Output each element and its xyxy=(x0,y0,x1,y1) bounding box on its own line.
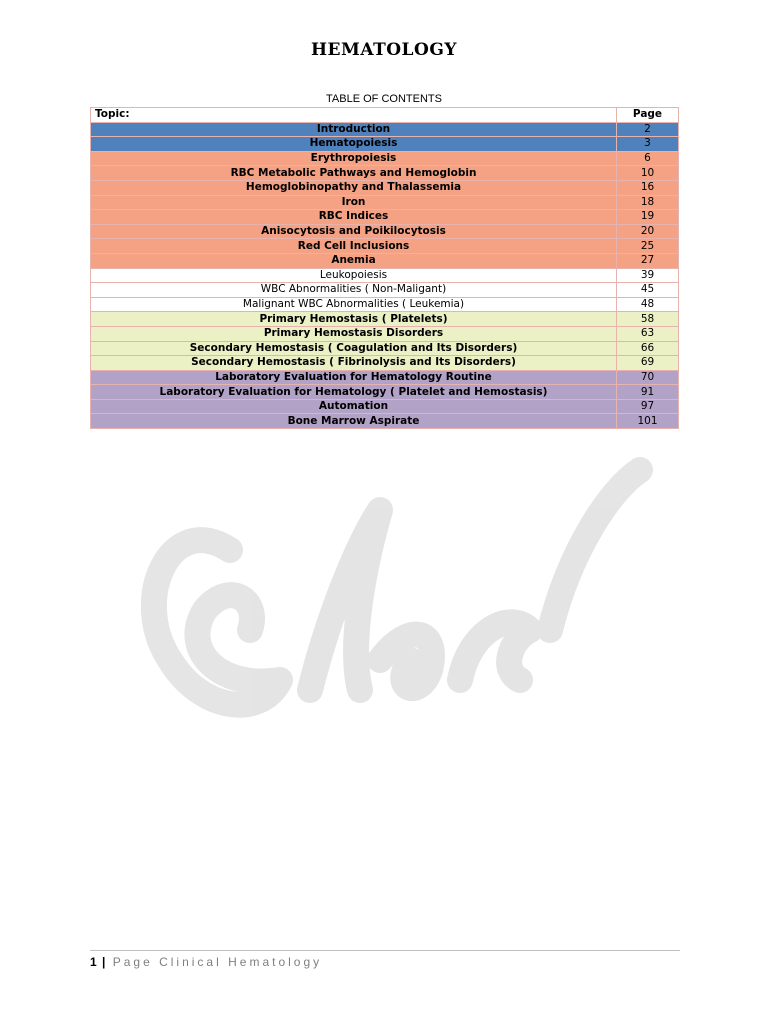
toc-topic[interactable]: Secondary Hemostasis ( Coagulation and Its Disorders) xyxy=(91,341,617,356)
toc-page-number: 18 xyxy=(617,195,679,210)
toc-page-number: 6 xyxy=(617,151,679,166)
page-footer xyxy=(90,955,322,969)
toc-row[interactable] xyxy=(91,312,679,327)
footer-page-number: 1 xyxy=(90,955,97,969)
toc-page-number: 101 xyxy=(617,414,679,429)
toc-page-number: 91 xyxy=(617,385,679,400)
footer-label: Page Clinical Hematology xyxy=(112,955,323,969)
topic-column-header: Topic: xyxy=(91,108,617,123)
toc-header-row xyxy=(91,108,679,123)
toc-row[interactable] xyxy=(91,399,679,414)
toc-topic[interactable]: Malignant WBC Abnormalities ( Leukemia) xyxy=(91,297,617,312)
toc-topic[interactable]: Primary Hemostasis Disorders xyxy=(91,326,617,341)
toc-page-number: 2 xyxy=(617,122,679,137)
toc-topic[interactable]: Red Cell Inclusions xyxy=(91,239,617,254)
toc-row[interactable] xyxy=(91,210,679,225)
toc-page-number: 45 xyxy=(617,283,679,298)
toc-topic[interactable]: Introduction xyxy=(91,122,617,137)
toc-row[interactable] xyxy=(91,356,679,371)
toc-page-number: 27 xyxy=(617,253,679,268)
toc-page-number: 69 xyxy=(617,356,679,371)
toc-row[interactable] xyxy=(91,268,679,283)
toc-row[interactable] xyxy=(91,253,679,268)
toc-row[interactable] xyxy=(91,166,679,181)
toc-topic[interactable]: Secondary Hemostasis ( Fibrinolysis and Its Disorders) xyxy=(91,356,617,371)
toc-page-number: 58 xyxy=(617,312,679,327)
toc-row[interactable] xyxy=(91,180,679,195)
toc-topic[interactable]: Hematopoiesis xyxy=(91,137,617,152)
toc-page-number: 10 xyxy=(617,166,679,181)
toc-topic[interactable]: Laboratory Evaluation for Hematology Routine xyxy=(91,370,617,385)
toc-row[interactable] xyxy=(91,326,679,341)
toc-page-number: 20 xyxy=(617,224,679,239)
toc-page-number: 48 xyxy=(617,297,679,312)
toc-topic[interactable]: Erythropoiesis xyxy=(91,151,617,166)
toc-topic[interactable]: WBC Abnormalities ( Non-Maligant) xyxy=(91,283,617,298)
page-column-header: Page xyxy=(617,108,679,123)
toc-topic[interactable]: Bone Marrow Aspirate xyxy=(91,414,617,429)
toc-row[interactable] xyxy=(91,414,679,429)
toc-page-number: 97 xyxy=(617,399,679,414)
toc-topic[interactable]: Laboratory Evaluation for Hematology ( Platelet and Hemostasis) xyxy=(91,385,617,400)
toc-row[interactable] xyxy=(91,224,679,239)
table-of-contents xyxy=(90,107,679,429)
toc-row[interactable] xyxy=(91,385,679,400)
toc-topic[interactable]: Hemoglobinopathy and Thalassemia xyxy=(91,180,617,195)
toc-topic[interactable]: RBC Metabolic Pathways and Hemoglobin xyxy=(91,166,617,181)
toc-page-number: 66 xyxy=(617,341,679,356)
toc-row[interactable] xyxy=(91,151,679,166)
toc-row[interactable] xyxy=(91,370,679,385)
toc-row[interactable] xyxy=(91,341,679,356)
toc-page-number: 16 xyxy=(617,180,679,195)
footer-divider xyxy=(90,950,680,951)
toc-row[interactable] xyxy=(91,297,679,312)
toc-topic[interactable]: Primary Hemostasis ( Platelets) xyxy=(91,312,617,327)
toc-page-number: 19 xyxy=(617,210,679,225)
toc-page-number: 3 xyxy=(617,137,679,152)
toc-page-number: 63 xyxy=(617,326,679,341)
document-title: HEMATOLOGY xyxy=(311,40,457,60)
toc-row[interactable] xyxy=(91,122,679,137)
toc-row[interactable] xyxy=(91,195,679,210)
toc-topic[interactable]: Anisocytosis and Poikilocytosis xyxy=(91,224,617,239)
toc-row[interactable] xyxy=(91,283,679,298)
toc-topic[interactable]: Leukopoiesis xyxy=(91,268,617,283)
toc-page-number: 70 xyxy=(617,370,679,385)
toc-row[interactable] xyxy=(91,239,679,254)
footer-separator: | xyxy=(102,955,106,969)
toc-row[interactable] xyxy=(91,137,679,152)
toc-topic[interactable]: Automation xyxy=(91,399,617,414)
toc-topic[interactable]: Iron xyxy=(91,195,617,210)
toc-heading: TABLE OF CONTENTS xyxy=(326,93,442,105)
toc-topic[interactable]: Anemia xyxy=(91,253,617,268)
toc-topic[interactable]: RBC Indices xyxy=(91,210,617,225)
toc-page-number: 25 xyxy=(617,239,679,254)
watermark-logo xyxy=(110,430,670,790)
toc-page-number: 39 xyxy=(617,268,679,283)
